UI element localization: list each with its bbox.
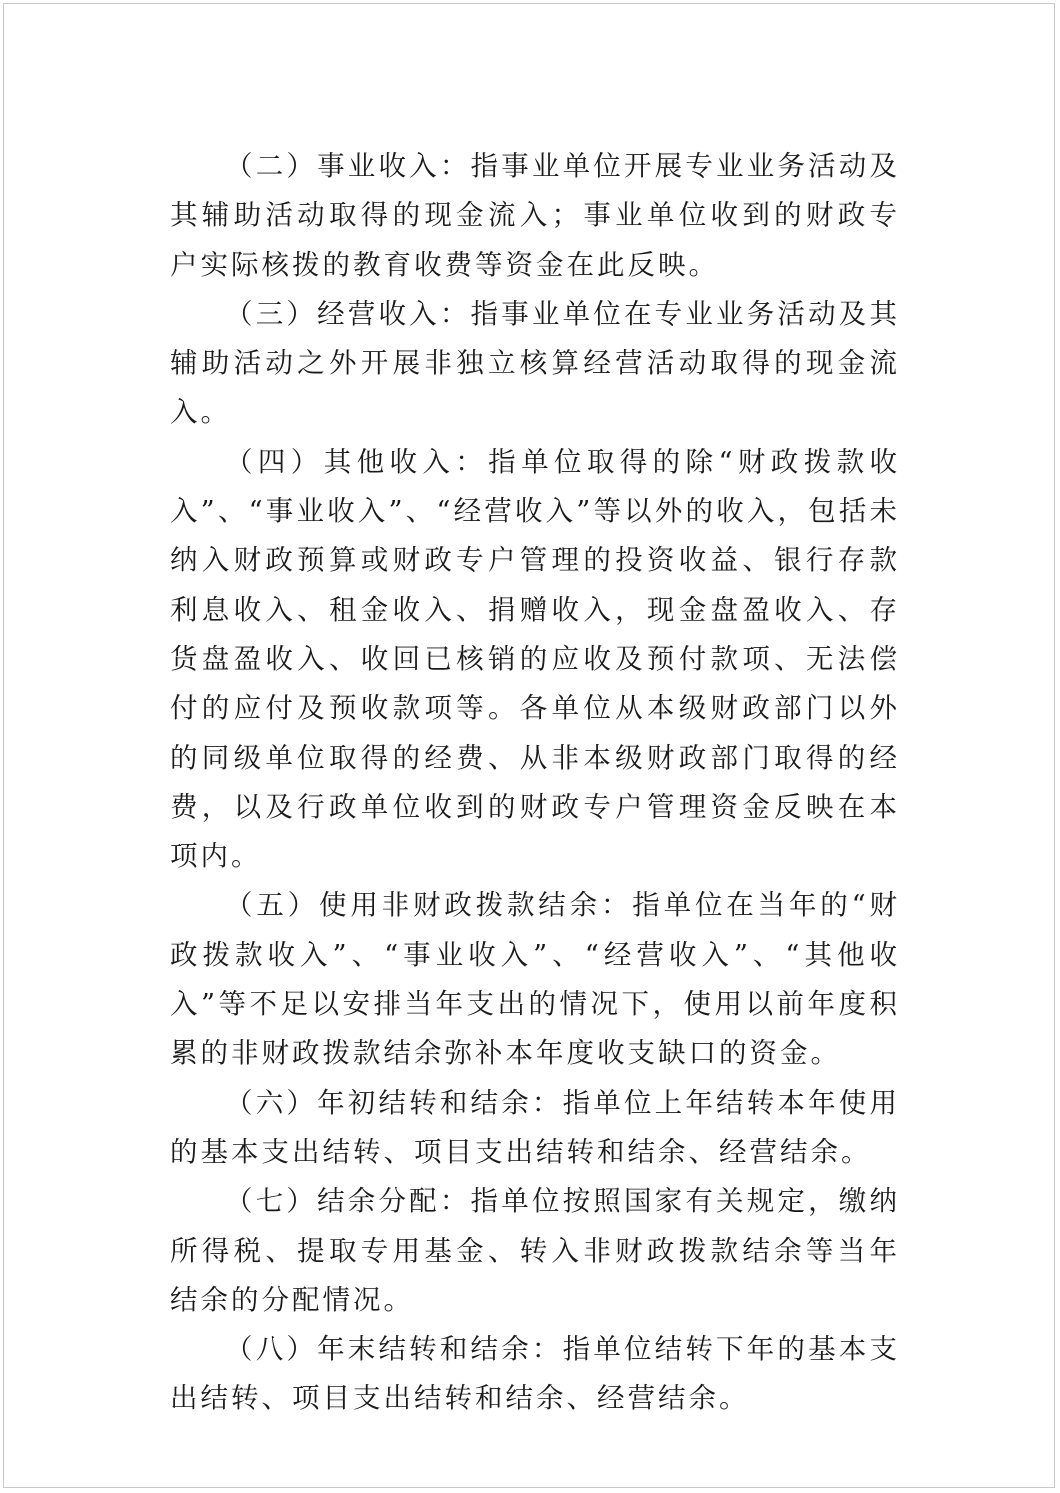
document-body <box>170 142 900 1424</box>
paragraph-closing-balance: （八）年末结转和结余：指单位结转下年的基本支出结转、项目支出结转和结余、经营结余。 <box>170 1333 900 1415</box>
page <box>3 3 1055 1488</box>
paragraph-surplus-distribution: （七）结余分配：指单位按照国家有关规定，缴纳所得税、提取专用基金、转入非财政拨款结余等当年结余的分配情况。 <box>170 1185 900 1316</box>
paragraph-opening-balance: （六）年初结转和结余：指单位上年结转本年使用的基本支出结转、项目支出结转和结余、经营结余。 <box>170 1086 900 1168</box>
paragraph-operating-income: （三）经营收入：指事业单位在专业业务活动及其辅助活动之外开展非独立核算经营活动取得的现金流入。 <box>170 297 900 429</box>
paragraph-business-income: （二）事业收入：指事业单位开展专业业务活动及其辅助活动取得的现金流入；事业单位收到的财政专户实际核拨的教育收费等资金在此反映。 <box>170 150 900 281</box>
paragraph-non-fiscal-surplus: （五）使用非财政拨款结余：指单位在当年的“财政拨款收入”、“事业收入”、“经营收入”、“其他收入”等不足以安排当年支出的情况下，使用以前年度积累的非财政拨款结余弥补本年度收支缺口的资金。 <box>170 889 900 1070</box>
paragraph-other-income: （四）其他收入：指单位取得的除“财政拨款收入”、“事业收入”、“经营收入”等以外的收入，包括未纳入财政预算或财政专户管理的投资收益、银行存款利息收入、租金收入、捐赠收入，现金盘盈收入、存货盘盈收入、收回已核销的应收及预付款项、无法偿付的应付及预收款项等。各单位从本级财政部门以外的同级单位取得的经费、从非本级财政部门取得的经费，以及行政单位收到的财政专户管理资金反映在本项内。 <box>170 445 900 873</box>
